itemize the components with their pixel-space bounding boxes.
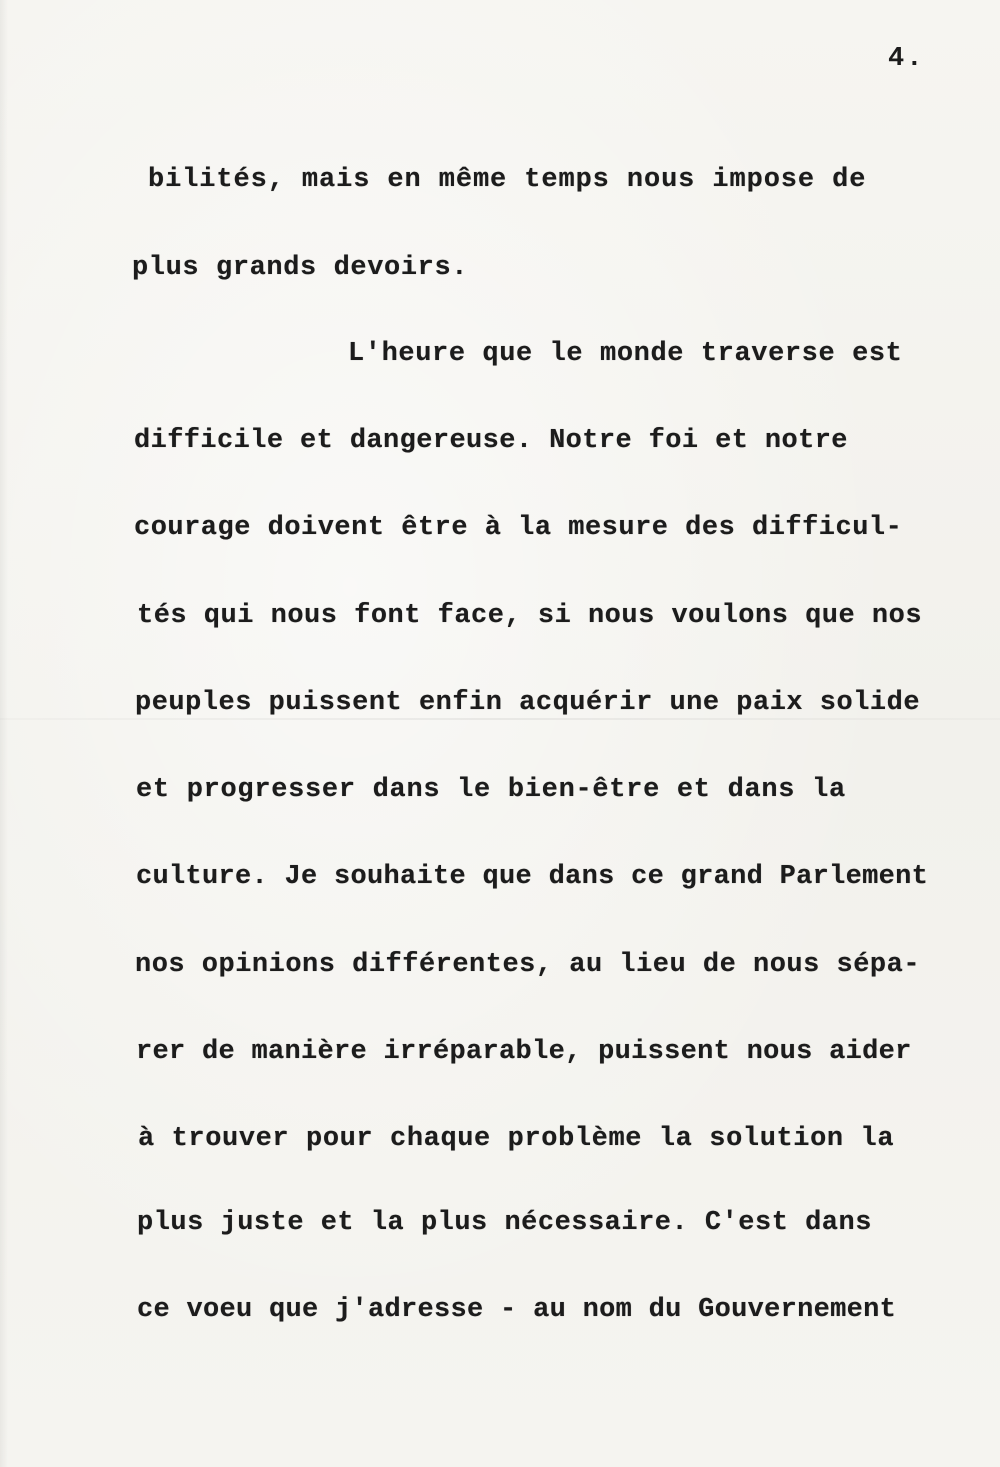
text-line: plus grands devoirs. [132, 253, 469, 283]
text-line: bilités, mais en même temps nous impose de [148, 165, 867, 195]
text-line: plus juste et la plus nécessaire. C'est dans [137, 1208, 872, 1238]
text-line: L'heure que le monde traverse est [348, 339, 903, 369]
text-line: et progresser dans le bien-être et dans la [136, 775, 846, 805]
text-line: courage doivent être à la mesure des difficul- [134, 513, 903, 543]
text-line: difficile et dangereuse. Notre foi et notre [134, 426, 848, 456]
paper-edge-shadow [0, 0, 8, 1467]
text-line: culture. Je souhaite que dans ce grand Parlement [136, 862, 929, 892]
text-line: à trouver pour chaque problème la solution la [138, 1124, 895, 1154]
text-line: tés qui nous font face, si nous voulons que nos [137, 601, 923, 631]
text-line: nos opinions différentes, au lieu de nous sépa- [135, 950, 921, 980]
text-line: rer de manière irréparable, puissent nous aider [136, 1037, 912, 1067]
page-number: 4. [888, 44, 925, 74]
text-line: ce voeu que j'adresse - au nom du Gouvernement [137, 1295, 897, 1325]
text-line: peuples puissent enfin acquérir une paix solide [135, 688, 921, 718]
